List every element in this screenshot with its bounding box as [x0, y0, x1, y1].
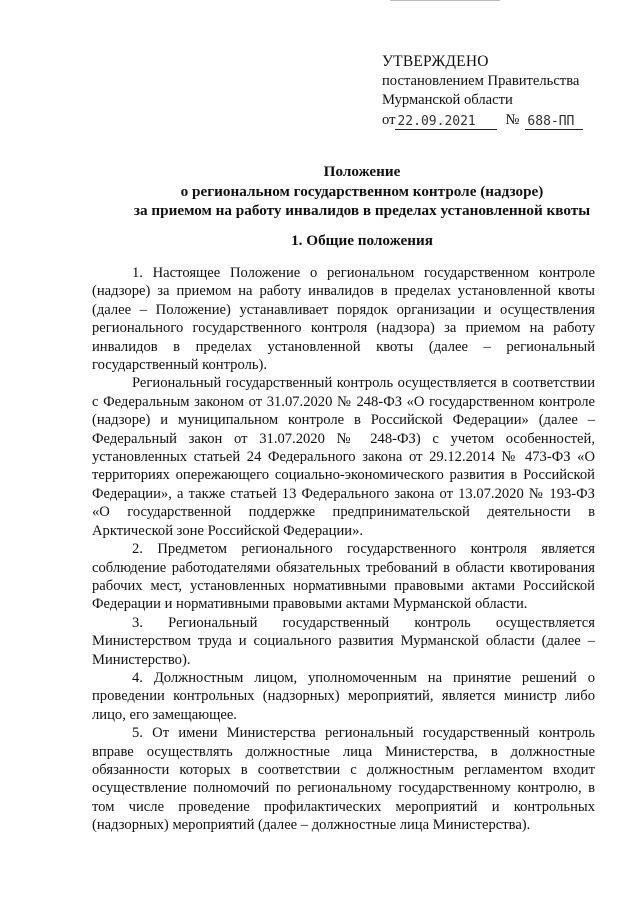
approval-block: [382, 52, 622, 130]
paragraph: Региональный государственный контроль осуществляется в соответствии с Федеральным законом от 31.07.2020 № 248-ФЗ «О государственном контроле (надзоре) и муниципальном контроле в Российской Федерации» (далее – Федеральный закон от 31.07.2020 № 248-ФЗ) с учетом особенностей, установленных статьей 24 Федерального закона от 29.12.2014 № 473-ФЗ «О территориях опережающего социально-экономического развития в Российской Федерации», а также статьей 13 Федерального закона от 13.07.2020 № 193-ФЗ «О государственной поддержке предпринимательской деятельности в Арктической зоне Российской Федерации».: [92, 375, 595, 539]
title-line-1: Положение: [323, 163, 401, 180]
approval-line-2: Мурманской области: [382, 92, 513, 108]
title-line-2: о региональном государственном контроле (надзоре): [180, 182, 544, 200]
document-title: [88, 162, 636, 221]
paragraph: 4. Должностным лицом, уполномоченным на принятие решений о проведении контрольных (надзорных) мероприятий, является министр либо лицо, его замещающее.: [92, 669, 595, 723]
approval-date: 22.09.2021: [395, 114, 497, 130]
section-body: [92, 264, 595, 835]
approval-heading: УТВЕРЖДЕНО: [382, 53, 489, 70]
paragraph: 3. Региональный государственный контроль осуществляется Министерством труда и социального развития Мурманской области (далее – Министерство).: [92, 614, 595, 668]
approval-date-number-line: [382, 111, 622, 131]
section-heading: 1. Общие положения: [291, 232, 433, 249]
paragraph: 2. Предметом регионального государственного контроля является соблюдение работодателями обязательных требований в области квотирования рабочих мест, установленных нормативными правовыми актами Российской Федерации и нормативными правовыми актами Мурманской области.: [92, 541, 595, 613]
paragraph: 5. От имени Министерства региональный государственный контроль вправе осуществлять должностные лица Министерства, в должностные обязанности которых в соответствии с должностным регламентом входит осуществление полномочий по региональному государственному контролю, в том числе проведение профилактических мероприятий и контрольных (надзорных) мероприятий (далее – должностные лица Министерства).: [92, 725, 595, 834]
paragraph: 1. Настоящее Положение о региональном государственном контроле (надзоре) за приемом на работу инвалидов в пределах установленной квоты (далее – Положение) устанавливает порядок организации и осуществления регионального государственного контроля (надзора) за приемом на работу инвалидов в пределах установленной квоты (далее – региональный государственный контроль).: [92, 265, 595, 374]
scan-edge-line: [390, 0, 500, 1]
number-label: №: [505, 111, 520, 128]
title-line-3: за приемом на работу инвалидов в пределах установленной квоты: [133, 202, 591, 219]
approval-number: 688-ПП: [525, 114, 583, 130]
approval-line-1: постановлением Правительства: [382, 72, 580, 89]
from-label: от: [382, 111, 396, 128]
